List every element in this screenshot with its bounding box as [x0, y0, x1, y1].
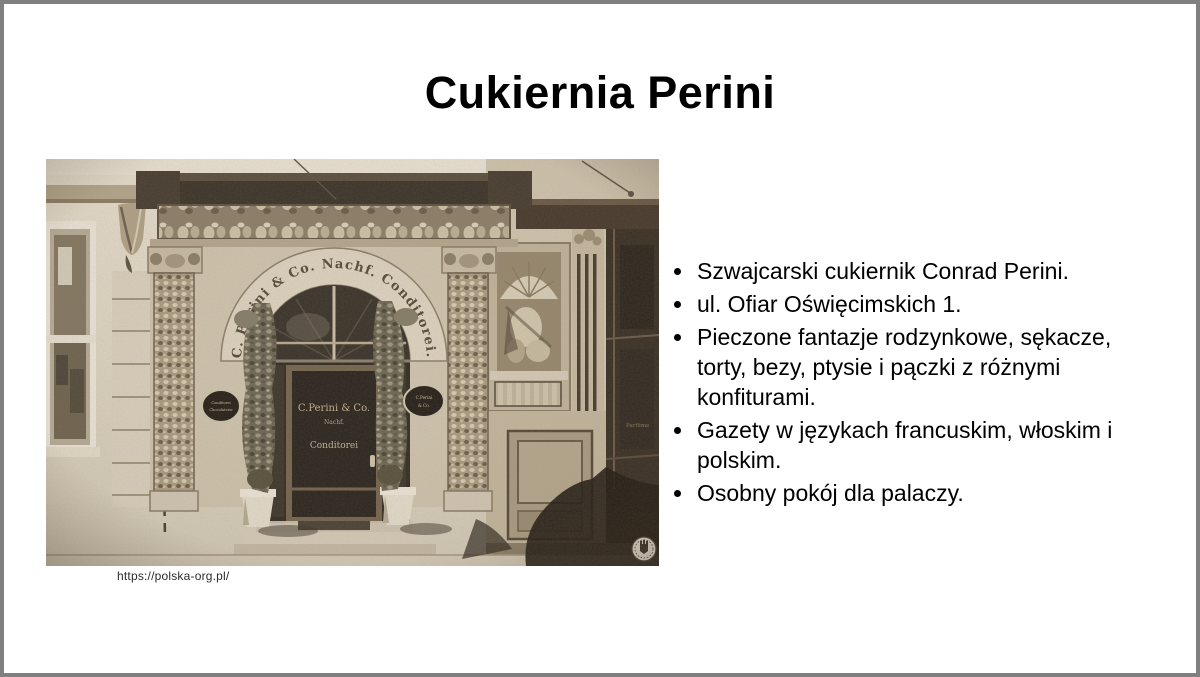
storefront-photo [46, 159, 659, 566]
storefront-photo-illustration [46, 159, 659, 566]
bullet-list [668, 256, 1144, 511]
bullet-item: • Gazety w językach francuskim, włoskim i polskim. [695, 415, 1144, 475]
photo-source-caption: https://polska-org.pl/ [117, 569, 230, 583]
page-title: Cukiernia Perini [424, 67, 776, 118]
bullet-item: • Osobny pokój dla palaczy. [695, 478, 1144, 508]
photo-vignette [46, 159, 659, 566]
bullet-item: • ul. Ofiar Oświęcimskich 1. [695, 289, 1144, 319]
bullet-item: • Szwajcarski cukiernik Conrad Perini. [695, 256, 1144, 286]
bullet-item: • Pieczone fantazje rodzynkowe, sękacze, torty, bezy, ptysie i pączki z różnymi konfiturami. [695, 322, 1144, 412]
